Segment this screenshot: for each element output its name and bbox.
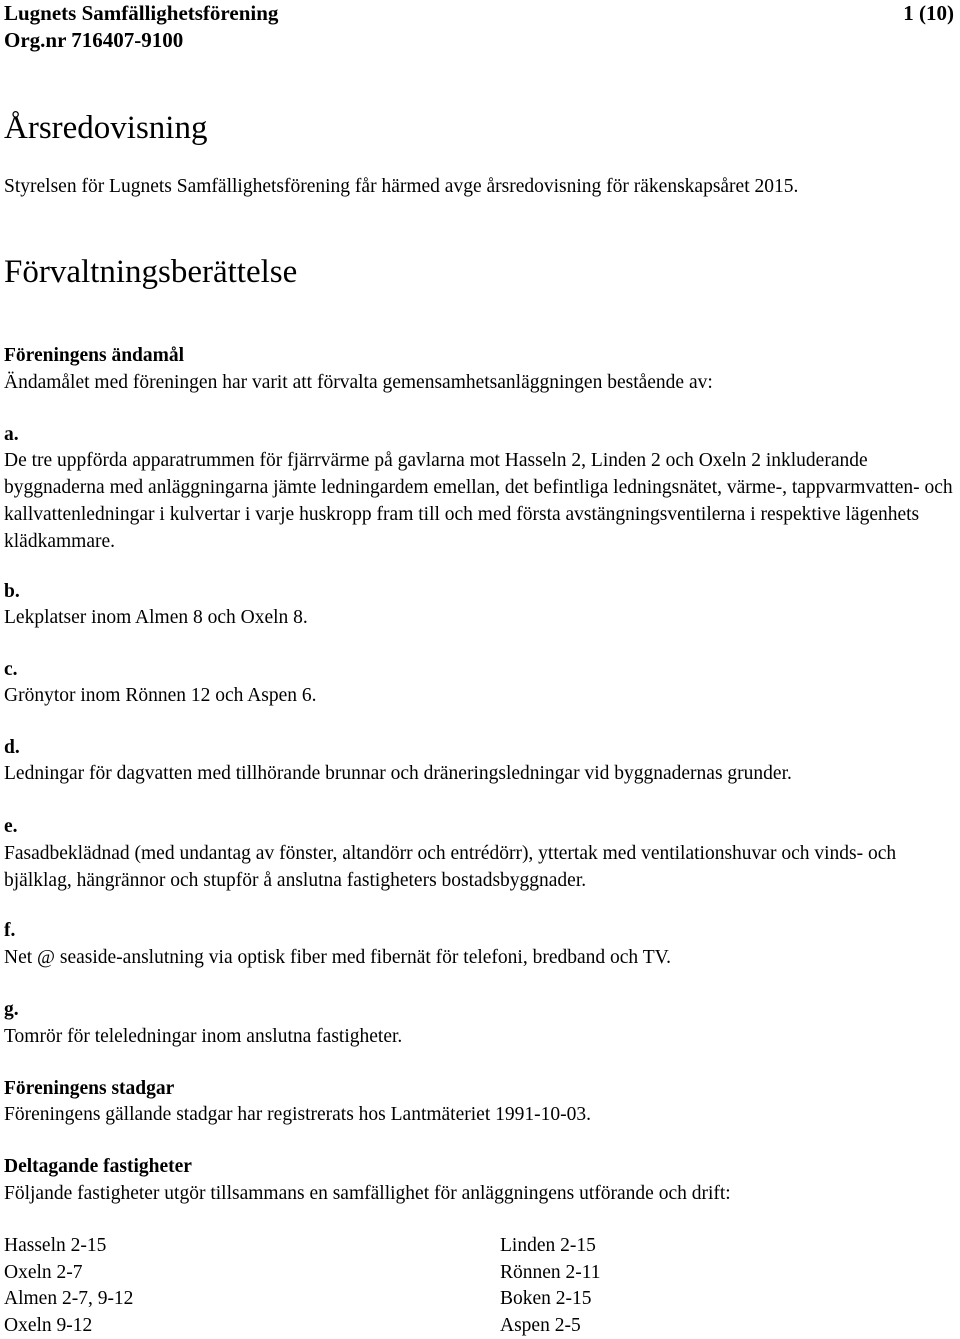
properties-heading: Deltagande fastigheter (4, 1156, 192, 1177)
item-text-g: Tomrör för teleledningar inom anslutna fastigheter. (4, 1026, 403, 1047)
property-item: Oxeln 9-12 (4, 1314, 93, 1336)
properties-lead: Följande fastigheter utgör tillsammans en samfällighet för anläggningens utförande och drift: (4, 1183, 731, 1204)
item-text-b: Lekplatser inom Almen 8 och Oxeln 8. (4, 607, 308, 628)
page-header (4, 0, 954, 54)
organization-name: Lugnets Samfällighetsförening (4, 1, 279, 25)
item-text-e: Fasadbeklädnad (med undantag av fönster, altandörr och entrédörr), yttertak med ventilationshuvar och vinds- och bjälklag, hängrännor och stupför å anslutna fastigheters bostadsbyggnader. (4, 843, 897, 891)
property-item: Rönnen 2-11 (500, 1261, 601, 1283)
item-text-d: Ledningar för dagvatten med tillhörande brunnar och dräneringsledningar vid byggnadernas grunder. (4, 763, 792, 784)
page-number: 1 (10) (903, 1, 954, 25)
purpose-lead: Ändamålet med föreningen har varit att förvalta gemensamhetsanläggningen bestående av: (4, 372, 713, 393)
item-text-f: Net @ seaside-anslutning via optisk fiber med fibernät för telefoni, bredband och TV. (4, 947, 672, 968)
organization-number: Org.nr 716407-9100 (4, 28, 184, 52)
property-item: Aspen 2-5 (500, 1314, 581, 1336)
property-item: Hasseln 2-15 (4, 1235, 107, 1256)
item-text-c: Grönytor inom Rönnen 12 och Aspen 6. (4, 685, 317, 706)
statutes-text: Föreningens gällande stadgar har registrerats hos Lantmäteriet 1991-10-03. (4, 1104, 591, 1125)
item-letter-g: g. (4, 999, 19, 1020)
item-letter-f: f. (4, 920, 16, 941)
item-text-a: De tre uppförda apparatrummen för fjärrvärme på gavlarna mot Hasseln 2, Linden 2 och Oxeln 2 inkluderande byggnaderna med anläggningarna jämte ledningardem emellan, det befintliga ledningsnätet, värme-, tappvarmvatten- och kallvattenledningar i kulvertar i varje huskropp fram till och med första avstängningsventilerna i respektive lägenhets klädkammare. (4, 450, 953, 552)
property-item: Oxeln 2-7 (4, 1261, 83, 1283)
property-item: Linden 2-15 (500, 1235, 596, 1256)
item-letter-a: a. (4, 424, 19, 445)
intro-text: Styrelsen för Lugnets Samfällighetsförening får härmed avge årsredovisning för räkenskapsåret 2015. (4, 176, 799, 197)
item-letter-c: c. (4, 659, 18, 680)
document-title: Årsredovisning (4, 110, 208, 146)
item-letter-d: d. (4, 737, 20, 758)
property-item: Almen 2-7, 9-12 (4, 1288, 134, 1309)
purpose-heading: Föreningens ändamål (4, 345, 185, 366)
item-letter-b: b. (4, 581, 20, 602)
section-title: Förvaltningsberättelse (4, 254, 298, 290)
statutes-heading: Föreningens stadgar (4, 1078, 175, 1099)
property-item: Boken 2-15 (500, 1288, 592, 1309)
properties-list (4, 1233, 944, 1339)
item-letter-e: e. (4, 816, 18, 837)
